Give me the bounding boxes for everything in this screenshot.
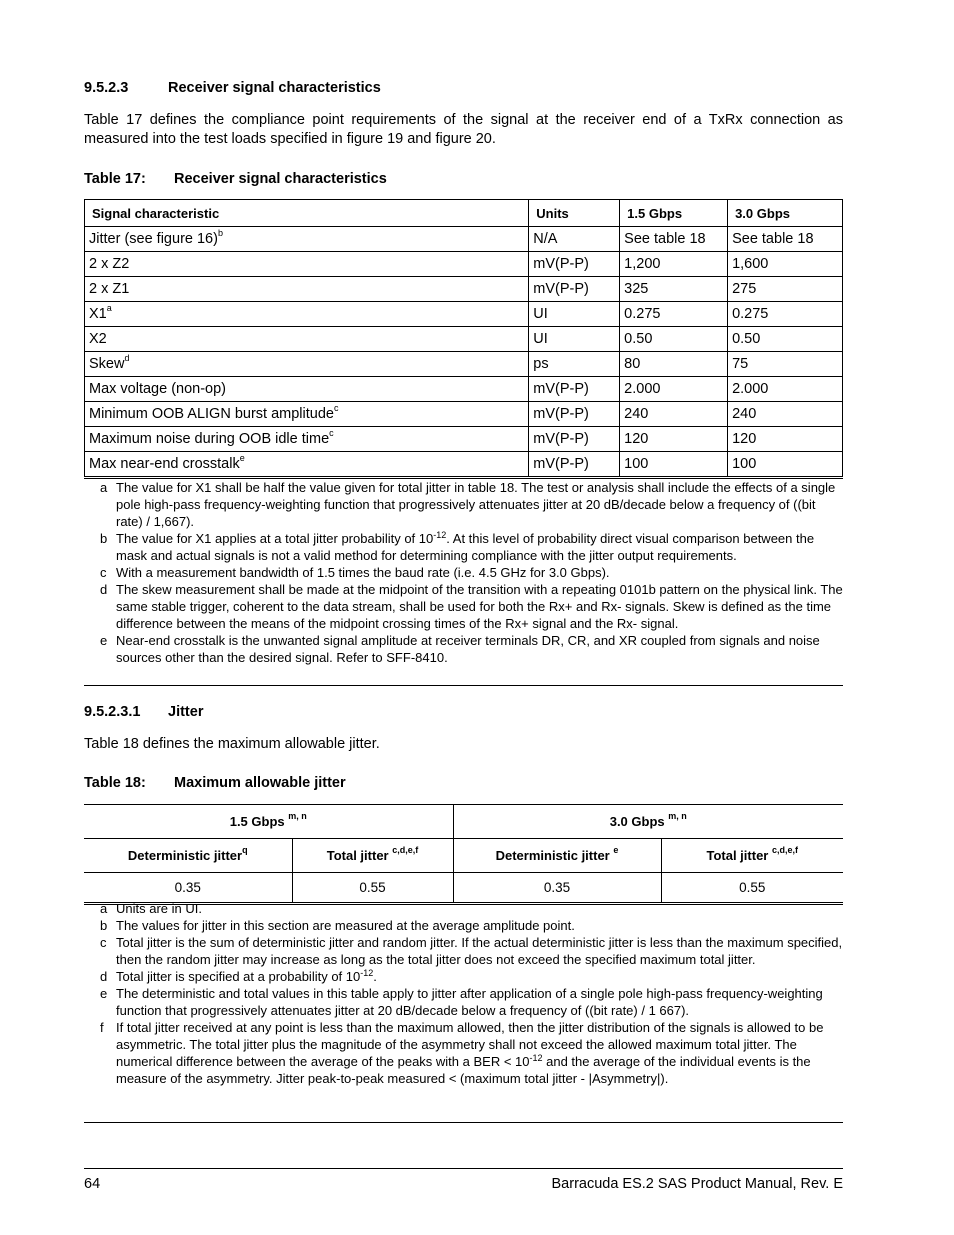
footnote: c Total jitter is the sum of deterministic jitter and random jitter. If the actual deterministic jitter is less than the maximum specified, then the random jitter may increase as long as the total jitter does not exceed the specified maximum total jitter. [100,935,843,967]
table-header-row [84,839,843,873]
group-header: 3.0 Gbps $^{m, n}$ [453,805,843,839]
page-number: 64 [84,1176,101,1192]
table-row [85,327,843,352]
footnote-letter: c [100,935,107,950]
table17-footnotes [84,479,843,666]
column-header: Signal characteristic [85,200,529,227]
value-3-0gbps-cell: 240 [728,402,843,427]
footnote: b The value for X1 applies at a total jitter probability of $10^{-12}$. At this level of probability direct visual comparison between the mask and actual signals is not a valid method for determining compliance with the jitter output requirements. [100,530,815,563]
footnote-letter: d [100,582,108,597]
intro-paragraph: Table 18 defines the maximum allowable jitter. [84,736,380,752]
footnote: b The values for jitter in this section are measured at the average amplitude point. [100,918,575,933]
signal-name-cell: Max voltage (non-op) [85,377,529,402]
value-1-5gbps-cell: 120 [620,427,728,452]
signal-name-cell: Max near-end crosstalk$^e$ [85,452,529,478]
value-1-5gbps-cell: 80 [620,352,728,377]
section-heading [84,80,381,96]
table18-caption-title: Maximum allowable jitter [174,775,346,791]
footnote-letter: b [100,918,108,933]
signal-name-cell: 2 x Z2 [85,252,529,277]
section-title: Jitter [168,704,204,720]
column-header: Total jitter $^{c,d,e,f}$ [661,839,843,873]
value-3-0gbps-cell: 0.50 [728,327,843,352]
column-header: Total jitter $^{c,d,e,f}$ [292,839,453,873]
table-cell: 0.55 [292,873,453,904]
table-row [85,452,843,478]
value-1-5gbps-cell: 100 [620,452,728,478]
column-header: Units [529,200,620,227]
table18-footnotes [84,900,843,1087]
signal-name-cell: Skew$^d$ [85,352,529,377]
section-number: 9.5.2.3 [84,80,129,96]
table-row [85,402,843,427]
column-header: 1.5 Gbps [620,200,728,227]
units-cell: mV(P-P) [529,377,620,402]
table-group-header-row [84,805,843,839]
units-cell: mV(P-P) [529,402,620,427]
units-cell: UI [529,302,620,327]
footnote: a The value for X1 shall be half the value given for total jitter in table 18. The test or analysis shall include the effects of a single pole high-pass frequency-weighting function that progressively attenuates jitter at 20 dB/decade below a frequency of ((bit rate) / 1,667). [100,480,836,529]
value-3-0gbps-cell: 75 [728,352,843,377]
footnote: e The deterministic and total values in this table apply to jitter after application of a single pole high-pass frequency-weighting function that progressively attenuates jitter at 20 dB/decade below a frequency of ((bit rate) / 1 667). [100,986,823,1018]
units-cell: mV(P-P) [529,427,620,452]
signal-name-cell: 2 x Z1 [85,277,529,302]
units-cell: N/A [529,227,620,252]
footer-divider [84,1168,843,1169]
value-3-0gbps-cell: 100 [728,452,843,478]
table-header-row [85,200,843,227]
column-header: Deterministic jitter $^e$ [453,839,661,873]
footnote: e Near-end crosstalk is the unwanted signal amplitude at receiver terminals DR, CR, and XR coupled from signals and noise sources other than the desired signal. Refer to SFF-8410. [100,633,820,665]
table17-caption [84,171,387,187]
footer-title: Barracuda ES.2 SAS Product Manual, Rev. E [551,1176,843,1192]
signal-name-cell: X1$^a$ [85,302,529,327]
value-3-0gbps-cell: 2.000 [728,377,843,402]
table-row [84,873,843,904]
jitter-table [84,804,843,905]
footnote-letter: e [100,633,108,648]
footnote-letter: a [100,901,108,916]
table-cell: 0.35 [453,873,661,904]
value-3-0gbps-cell: See table 18 [728,227,843,252]
value-1-5gbps-cell: 325 [620,277,728,302]
units-cell: mV(P-P) [529,452,620,478]
value-1-5gbps-cell: 2.000 [620,377,728,402]
value-1-5gbps-cell: See table 18 [620,227,728,252]
footnote: c With a measurement bandwidth of 1.5 times the baud rate (i.e. 4.5 GHz for 3.0 Gbps). [100,565,610,580]
footnote-letter: d [100,969,108,984]
signal-name-cell: X2 [85,327,529,352]
divider [84,1122,843,1123]
table-row [85,252,843,277]
table18-caption [84,775,346,791]
footnote-letter: f [100,1020,104,1035]
table-row [85,277,843,302]
table17-caption-number: Table 17: [84,171,146,187]
value-1-5gbps-cell: 240 [620,402,728,427]
section-number: 9.5.2.3.1 [84,704,141,720]
footnote: d The skew measurement shall be made at the midpoint of the transition with a repeating 0101b pattern on the physical link. The same stable trigger, coherent to the data stream, shall be used for both the Rx+ and Rx- signals. Skew is defined as the time difference between the means of the midpoint crossing times of the Rx+ signal and the Rx- signal. [100,582,843,631]
receiver-signal-table [84,199,843,479]
units-cell: ps [529,352,620,377]
units-cell: mV(P-P) [529,277,620,302]
units-cell: mV(P-P) [529,252,620,277]
value-3-0gbps-cell: 0.275 [728,302,843,327]
table-row [85,352,843,377]
value-3-0gbps-cell: 1,600 [728,252,843,277]
footnote-letter: a [100,480,108,495]
footnote-letter: e [100,986,108,1001]
divider [84,685,843,686]
signal-name-cell: Minimum OOB ALIGN burst amplitude$^c$ [85,402,529,427]
footnote: d Total jitter is specified at a probability of $10^{-12}$. [100,968,377,984]
value-3-0gbps-cell: 120 [728,427,843,452]
section-heading [84,704,203,720]
signal-name-cell: Jitter (see figure 16)$^b$ [85,227,529,252]
group-header: 1.5 Gbps $^{m, n}$ [84,805,453,839]
value-1-5gbps-cell: 0.50 [620,327,728,352]
table18-caption-number: Table 18: [84,775,146,791]
value-3-0gbps-cell: 275 [728,277,843,302]
value-1-5gbps-cell: 1,200 [620,252,728,277]
table17-caption-title: Receiver signal characteristics [174,171,387,187]
section-title: Receiver signal characteristics [168,80,381,96]
footnote: a Units are in UI. [100,901,202,916]
value-1-5gbps-cell: 0.275 [620,302,728,327]
column-header: 3.0 Gbps [728,200,843,227]
intro-paragraph: Table 17 defines the compliance point requirements of the signal at the receiver end of a TxRx connection as measured into the test loads specified in figure 19 and figure 20. [84,112,843,147]
column-header: Deterministic jitter$^q$ [84,839,292,873]
table-row [85,227,843,252]
table-row [85,427,843,452]
footnote-letter: b [100,531,108,546]
table-cell: 0.55 [661,873,843,904]
footnote-letter: c [100,565,107,580]
units-cell: UI [529,327,620,352]
table-row [85,302,843,327]
signal-name-cell: Maximum noise during OOB idle time$^c$ [85,427,529,452]
table-row [85,377,843,402]
table-cell: 0.35 [84,873,292,904]
footnote: f If total jitter received at any point is less than the maximum allowed, then the jitter distribution of the signals is allowed to be asymmetric. The total jitter plus the magnitude of the asymmetry shall not exceed the allowed maximum total jitter. The numerical difference between the average of the peaks with a BER < $10^{-12}$ and the average of the individual events is the measure of the asymmetry. Jitter peak-to-peak measured < (maximum total jitter - |Asymmetry|). [100,1020,824,1086]
